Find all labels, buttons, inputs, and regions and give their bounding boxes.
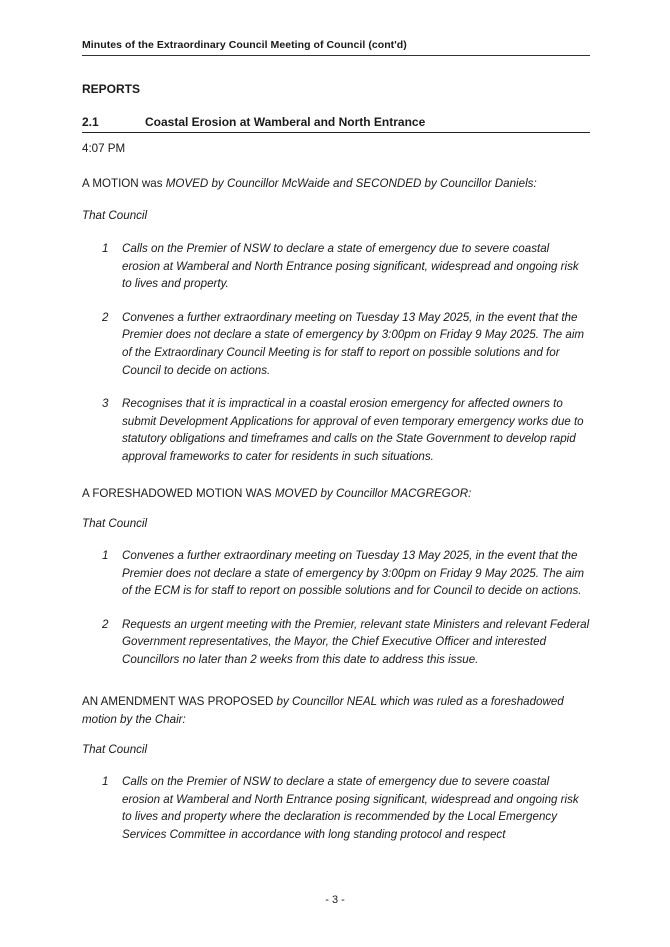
motion-list-item <box>82 395 590 465</box>
foreshadowed-that-council: That Council <box>82 517 148 530</box>
amendment-list-item <box>82 773 590 843</box>
amendment-that-council: That Council <box>82 743 148 756</box>
amendment-intro-plain: AN AMENDMENT WAS PROPOSED <box>82 695 277 708</box>
motion-intro-italic: MOVED by Councillor McWaide and SECONDED by Councillor Daniels: <box>165 177 537 190</box>
motion-list-item <box>82 309 590 379</box>
list-item-number: 1 <box>102 775 109 788</box>
list-item-number: 1 <box>102 242 109 255</box>
motion-intro <box>82 175 590 193</box>
list-item-number: 2 <box>102 617 109 631</box>
list-item-text: Recognises that it is impractical in a coastal erosion emergency for affected owners to submit Development Applications for approval of even temporary emergency works due to statutory obligations and timeframes and calls on the State Government to develop rapid approval frameworks to cater for residents in such situations. <box>122 397 584 463</box>
amendment-intro <box>82 693 590 728</box>
list-item-number: 2 <box>102 310 109 324</box>
foreshadowed-intro-plain: A FORESHADOWED MOTION WAS <box>82 487 275 500</box>
running-header: Minutes of the Extraordinary Council Meeting of Council (cont'd) <box>82 39 590 56</box>
list-item-text: Convenes a further extraordinary meeting on Tuesday 13 May 2025, in the event that the Premier does not declare a state of emergency by 3:00pm on Friday 9 May 2025. The aim of the ECM is for staff to report on possible solutions and for Council to decide on actions. <box>122 549 585 598</box>
foreshadowed-intro-italic: MOVED by Councillor MACGREGOR: <box>274 487 472 500</box>
list-item-text: Calls on the Premier of NSW to declare a state of emergency due to severe coastal erosion at Wamberal and North Entrance posing significant, widespread and ongoing risk to lives and property where the declaration is recommended by the Local Emergency Services Committee in accordance with long standing protocol and respect <box>122 775 579 841</box>
amendment-intro-italic: by Councillor NEAL which was ruled as a foreshadowed motion by the Chair: <box>82 695 564 726</box>
motion-intro-plain: A MOTION was <box>82 177 166 190</box>
list-item-text: Calls on the Premier of NSW to declare a state of emergency due to severe coastal erosion at Wamberal and North Entrance posing significant, widespread and ongoing risk to lives and property. <box>122 242 579 291</box>
list-item-text: Requests an urgent meeting with the Premier, relevant state Ministers and relevant Federal Government representatives, the Mayor, the Chief Executive Officer and interested Councillors no later than 2 weeks from this date to address this issue. <box>122 617 590 666</box>
list-item-number: 1 <box>102 549 109 562</box>
item-time: 4:07 PM <box>82 142 126 155</box>
foreshadowed-list-item <box>82 547 590 600</box>
page-number: - 3 - <box>325 894 345 906</box>
list-item-text: Convenes a further extraordinary meeting on Tuesday 13 May 2025, in the event that the Premier does not declare a state of emergency by 3:00pm on Friday 9 May 2025. The aim of the Extraordinary Council Meeting is for staff to report on possible solutions and for Council to decide on actions. <box>122 310 585 377</box>
motion-list <box>82 240 590 466</box>
amendment-list <box>82 773 590 843</box>
motion-list-item <box>82 240 590 293</box>
foreshadowed-intro <box>82 485 590 503</box>
item-number: 2.1 <box>82 115 99 129</box>
motion-that-council: That Council <box>82 209 148 222</box>
item-heading <box>82 115 590 133</box>
foreshadowed-list <box>82 547 590 669</box>
list-item-number: 3 <box>102 397 109 411</box>
foreshadowed-list-item <box>82 616 590 669</box>
section-heading: REPORTS <box>82 82 141 96</box>
item-title: Coastal Erosion at Wamberal and North Entrance <box>145 115 426 129</box>
